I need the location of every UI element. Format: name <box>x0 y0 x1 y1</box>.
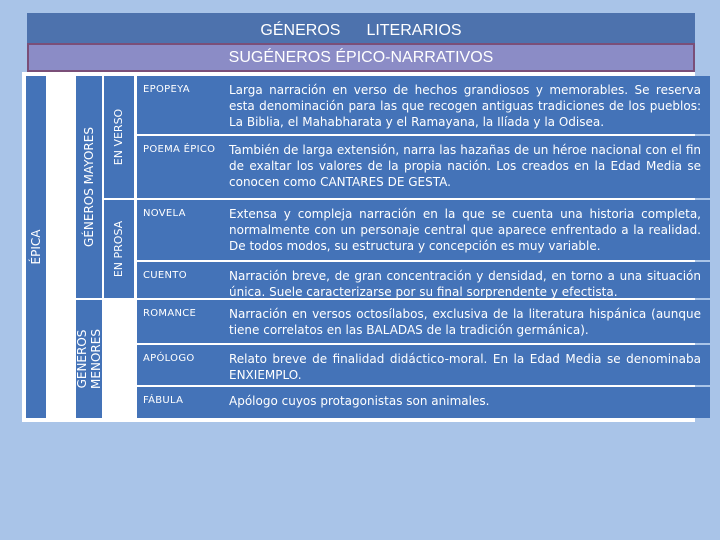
table-row <box>137 300 710 343</box>
genre-description: Narración breve, de gran concentración y densidad, en torno a una situación única. Suele caracterizarse por su final sorprendente y efectista. <box>229 269 701 299</box>
genre-description: También de larga extensión, narra las hazañas de un héroe nacional con el fin de exaltar los valores de la propia nación. Los creados en la Edad Media se conocen como CANTARES DE GESTA. <box>229 143 701 189</box>
genre-description: Larga narración en verso de hechos grandiosos y memorables. Se reserva esta denominación para las que recogen antiguas tradiciones de los pueblos: La Biblia, el Mahabharata y el Ramayana, la Ilíada y la Odisea. <box>229 83 701 129</box>
page-subtitle: SUGÉNEROS ÉPICO-NARRATIVOS <box>27 43 695 72</box>
table-row <box>137 345 710 385</box>
table-row <box>137 387 710 418</box>
title-right: LITERARIOS <box>366 22 462 39</box>
group-epica-label: ÉPICA <box>29 229 43 265</box>
genre-description: Narración en versos octosílabos, exclusiva de la literatura hispánica (aunque tiene correlatos en las BALADAS de la tradición germánica). <box>229 307 701 337</box>
group-mayores-label: GÉNEROS MAYORES <box>82 127 96 247</box>
title-left: GÉNEROS <box>260 22 341 39</box>
genre-name: EPOPEYA <box>143 84 190 95</box>
table-row <box>137 200 710 260</box>
group-epica <box>26 76 46 418</box>
genre-name: NOVELA <box>143 208 186 219</box>
group-mayores <box>76 76 102 298</box>
genre-name: CUENTO <box>143 270 187 281</box>
group-prosa-label: EN PROSA <box>112 220 125 278</box>
genre-description: Extensa y compleja narración en la que se cuenta una historia completa, normalmente con un personaje central que aparece enfrentado a la realidad. De todos modos, su estructura y concepción es muy variable. <box>229 207 701 253</box>
group-menores <box>76 300 102 418</box>
genre-description: Apólogo cuyos protagonistas son animales. <box>229 394 490 408</box>
table-row <box>137 262 710 298</box>
genre-name: ROMANCE <box>143 308 197 319</box>
genre-description: Relato breve de finalidad didáctico-moral. En la Edad Media se denominaba ENXIEMPLO. <box>229 352 701 382</box>
group-menores-label: GÉNEROS MENORES <box>75 329 103 389</box>
genre-name: APÓLOGO <box>143 353 195 364</box>
group-prosa <box>104 200 134 298</box>
genre-name: POEMA ÉPICO <box>143 144 216 155</box>
genres-table <box>22 72 701 422</box>
group-verso-label: EN VERSO <box>112 108 125 166</box>
genre-name: FÁBULA <box>143 395 184 406</box>
table-row <box>137 76 710 134</box>
page-title <box>27 13 695 43</box>
group-verso <box>104 76 134 198</box>
table-row <box>137 136 710 198</box>
